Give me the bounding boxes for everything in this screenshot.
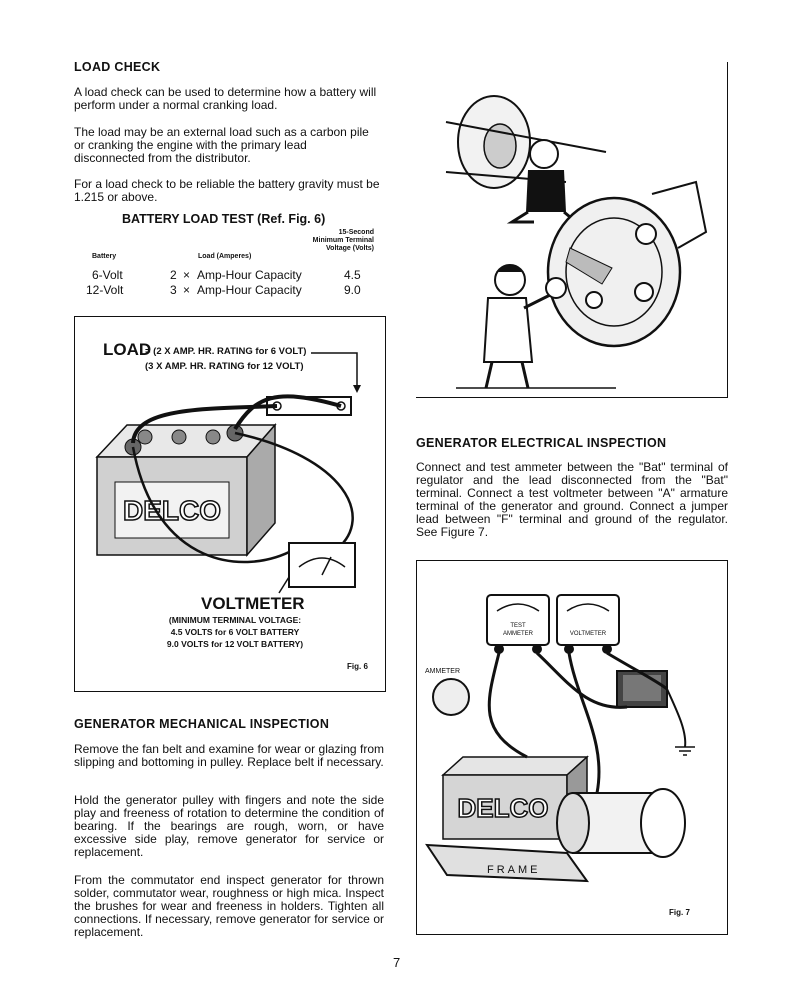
generator-terminal — [586, 292, 602, 308]
battery-top — [443, 757, 587, 775]
generator-mechanical-paragraph-2: Hold the generator pulley with fingers and note the side play and freeness of rotation to determine the condition of bearing. If the bearings are rough, worn, or have excessive side play, remove generator for service or replacement. — [74, 793, 384, 859]
generator-electrical-paragraph: Connect and test ammeter between the "Bat" terminal of regulator and the lead disconnected from the "Bat" terminal. Connect a test voltmeter between "A" armature terminal of the generator and ground. Connect a jumper lead between "F" terminal and ground of the regulator. See Figure 7. — [416, 460, 728, 539]
regulator-cover — [623, 675, 661, 701]
voltmeter-note-3: 9.0 VOLTS for 12 VOLT BATTERY) — [166, 639, 304, 649]
meter-terminal — [494, 644, 504, 654]
test-lead — [489, 653, 527, 757]
table-row-multiplier: 2 — [170, 268, 177, 282]
table-header-load: Load (Amperes) — [198, 253, 252, 260]
table-row-battery: 12-Volt — [86, 283, 124, 297]
generator-inspection-illustration-frame — [416, 62, 728, 398]
battery-brand: DELCO — [457, 793, 549, 823]
generator-electrical-test-illustration — [417, 561, 726, 933]
voltmeter-note-2: 4.5 VOLTS for 6 VOLT BATTERY — [170, 627, 300, 637]
load-check-paragraph-3: For a load check to be reliable the battery gravity must be 1.215 or above. — [74, 177, 380, 204]
mechanic-head — [530, 140, 558, 168]
generator-fan — [641, 789, 685, 857]
figure-6-caption: Fig. 6 — [347, 662, 368, 671]
table-row-load: Amp-Hour Capacity — [197, 283, 302, 297]
test-voltmeter-label: VOLTMETER — [569, 631, 607, 637]
test-ammeter — [487, 595, 549, 645]
load-pointer-arrow — [353, 385, 361, 393]
inspector-arm — [524, 294, 552, 308]
load-check-paragraph-1: A load check can be used to determine how a battery will perform under a normal cranking load. — [74, 85, 377, 112]
meter-terminal — [564, 644, 574, 654]
meter-terminal — [602, 644, 612, 654]
inspection-mirror — [546, 278, 566, 298]
load-formula-line-2: (3 X AMP. HR. RATING for 12 VOLT) — [145, 361, 304, 372]
test-voltmeter — [557, 595, 619, 645]
generator-terminal — [635, 283, 653, 301]
cell-cap — [172, 430, 186, 444]
table-row-battery: 6-Volt — [92, 268, 123, 282]
load-pointer — [311, 353, 357, 387]
cell-cap — [138, 430, 152, 444]
dash-ammeter-label: AMMETER — [425, 668, 460, 675]
mechanic-body — [526, 170, 566, 212]
voltmeter-title: VOLTMETER — [201, 594, 305, 613]
generator-mechanical-paragraph-3: From the commutator end inspect generator for thrown solder, commutator wear, roughness or high mica. Inspect the brushes for wear and freeness in holders. Tighten all connections. If necessary, remove generator for service or replacement. — [74, 873, 384, 939]
generator-electrical-heading: GENERATOR ELECTRICAL INSPECTION — [416, 436, 667, 450]
generator-mechanical-heading: GENERATOR MECHANICAL INSPECTION — [74, 717, 330, 731]
generator-bearing — [636, 224, 656, 244]
battery-load-illustration — [75, 317, 384, 690]
test-ammeter-label-2: AMMETER — [503, 631, 533, 637]
test-ammeter-label-1: TEST — [510, 623, 526, 629]
load-word: LOAD — [103, 340, 152, 359]
table-header-voltage: 15-Second Minimum Terminal Voltage (Volts) — [312, 229, 374, 252]
cell-cap — [206, 430, 220, 444]
figure-7-caption: Fig. 7 — [669, 908, 690, 917]
page-number: 7 — [393, 955, 401, 970]
table-row-load: Amp-Hour Capacity — [197, 268, 302, 282]
table-row-voltage: 4.5 — [344, 268, 361, 282]
dash-ammeter — [433, 679, 469, 715]
load-check-heading: LOAD CHECK — [74, 60, 161, 74]
table-header-battery: Battery — [92, 253, 117, 260]
generator-mechanical-paragraph-1: Remove the fan belt and examine for wear or glazing from slipping and bottoming in pulley. Replace belt if necessary. — [74, 742, 384, 769]
generator-end — [557, 793, 589, 853]
meter-terminal — [532, 644, 542, 654]
inspector-legs — [486, 362, 528, 388]
battery-top — [97, 425, 275, 457]
voltmeter-box — [289, 543, 355, 587]
figure-7 — [416, 560, 728, 935]
table-row-times: × — [183, 268, 191, 282]
voltmeter-note-1: (MINIMUM TERMINAL VOLTAGE: — [168, 615, 302, 625]
inspector-hair — [496, 265, 524, 272]
load-check-paragraph-2: The load may be an external load such as a carbon pile or cranking the engine with the primary lead disconnected from the distributor. — [74, 125, 369, 165]
voltmeter-pointer — [279, 577, 289, 593]
figure-6 — [74, 316, 386, 692]
ground-symbol — [675, 747, 695, 755]
table-row-voltage: 9.0 — [344, 283, 361, 297]
jumper-lead — [667, 689, 685, 747]
battery-load-test-title: BATTERY LOAD TEST (Ref. Fig. 6) — [122, 212, 326, 226]
load-formula-line-1: = (2 X AMP. HR. RATING for 6 VOLT) — [145, 346, 307, 357]
table-row-multiplier: 3 — [170, 283, 177, 297]
battery-brand: DELCO — [123, 495, 221, 526]
table-row-times: × — [183, 283, 191, 297]
frame-label: FRAME — [487, 864, 541, 876]
generator-end-frame — [548, 198, 680, 346]
generator-mechanic-illustration — [416, 62, 726, 396]
